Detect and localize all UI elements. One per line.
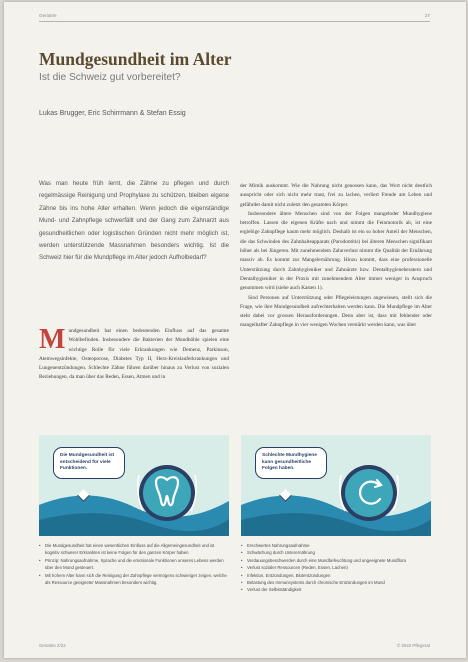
body-paragraph: der Mimik auskommt. Wie die Nahrung nicht genossen kann, das Wort nicht deutlich ausspricht oder sich nicht mehr traut, frei zu lachen, verliert Freude am Leben und gefährdet damit nicht zuletzt den gesamten Körper. — [240, 183, 432, 208]
body-paragraph: undgesundheit hat einen bedeutenden Einfluss auf das gesamte Wohlbefinden. Insbesondere die Bakterien der Mundhöhle spielen eine wichtige Rolle für viele Erkrankungen wie Demenz, Parkinson, Atemwegsinfekte, Osteoporose, Diabetes Typ II, Herz-Kreislauferkrankungen und Lungenentzündungen. Schlechte Zähne führen darüber hinaus zu Verlust von sozialen Beziehungen, da man über das Reden, Essen, Atmen und in — [39, 328, 229, 381]
list-item: • Belastung des Immunsystems durch chronische Entzündungen im Mund — [241, 579, 431, 586]
list-item: • Prinzip: Nahrungsaufnahme, Sprache und die emotionale Funktionen unseres Lebens werden über den Mund gesteuert. — [39, 557, 229, 572]
list-item: • Mit hohem Alter kann sich die Reinigung der Zahnpflege vermögens schwieriger zeigen, welche als Ressource geeigneter Massnahmen besonders wichtig. — [39, 572, 229, 587]
speech-bubble: Die Mundgesundheit ist entscheidend für viele Funktionen. — [53, 447, 125, 479]
footer-issue: Geriatrie 2/22 — [39, 643, 66, 648]
body-paragraph: Sind Personen auf Unterstützung oder Pflegeleistungen angewiesen, stellt sich die Frage, wie ihre Mundgesundheit aufrechterhalten werden kann. Die Mundpflege im Alter steht dabei vor grossen Herausforderungen. Denn aber ist, dass mit fehlender oder mangelhafter Zahnpflege in vier wenigen Wochen verstärkt werden kann, was über — [240, 294, 432, 329]
drop-cap: M — [39, 324, 66, 355]
speech-bubble: Schlechte Mundhygiene kann gesundheitliche Folgen haben. — [255, 447, 327, 479]
article-authors: Lukas Brugger, Eric Schirrmann & Stefan Essig — [39, 110, 186, 117]
illustration-tooth — [39, 435, 229, 536]
body-column-right — [240, 182, 432, 331]
body-paragraph: Insbesondere ältere Menschen sind von der Folgen mangelnder Mundhygiene betroffen. Lassen die eigenen Kräfte nach und nimmt die Feinmotorik ab, ist eine ergiebige Zahnpflege kaum mehr möglich. Deshalb ist ein so hoher Anteil der Menschen, die das Schwinden des Zahnhalteapparats (Parodontitis) bei älteren Menschen signifikant höher als bei Jüngeren. Mit zunehmendem Zahnverlust nimmt die Qualität der Ernährung massiv ab. Es kommt zur Mangelernährung. Hinzu kommt, dass eine professionelle Unterstützung durch Zahnhygieniker und Zahnärzte bzw. Dentalhygieneberatern und Dentalhygieniker in der Praxis mit zunehmendem Alter immer weniger in Anspruch genommen wird (siehe auch Kasten 1). — [240, 210, 432, 292]
section-label: Geriatrie — [39, 13, 57, 18]
list-item: • Erschwertes Nahrungsaufnahme — [241, 542, 431, 549]
list-item: • Die Mundgesundheit hat einen wesentlichen Einfluss auf die Allgemeingesundheit und ist kognitiv schwerer Erkrankten ist keine Folgen für den ganzen Körper haben — [39, 542, 229, 557]
article-title: Mundgesundheit im Alter — [39, 49, 232, 69]
key-facts-list — [39, 542, 229, 586]
list-item: • Infektion, Entzündungen, Blutentzündungen — [241, 572, 431, 579]
page-number: 27 — [424, 13, 430, 18]
header-rule — [39, 21, 430, 22]
list-item: • Verdauungsbeschwerden durch eine Mundbefeuchtung und ungeeignete Mundflora — [241, 557, 431, 564]
list-item: • Verlust sozialer Ressourcen (Reden, Essen, Lachen) — [241, 564, 431, 571]
consequences-list — [241, 542, 431, 594]
body-column-left — [39, 324, 229, 383]
illustration-bacteria — [241, 435, 431, 536]
magazine-page — [4, 2, 466, 658]
footer-publisher: © 2022 Pflegerat — [396, 643, 430, 648]
list-item: • Verlust der Selbstständigkeit — [241, 586, 431, 593]
article-subtitle: Ist die Schweiz gut vorbereitet? — [39, 72, 181, 83]
list-item: • Schwächung durch Unterernährung — [241, 549, 431, 556]
lead-paragraph: Was man heute früh lernt, die Zähne zu pflegen und durch regelmässige Reinigung und Prophylaxe zu schützen, bleiben eigene Zähne bis ins hohe Alter erhalten. Wenn jedoch die eigenständige Mund- und Zahnpflege schwerfällt und der Gang zum Zahnarzt aus gesundheitlichen oder logistischen Gründen nicht mehr möglich ist, werden unterstützende Massnahmen besonders wichtig. Ist die Schweiz hier für die Mundpflege im Alter jedoch Aufholbedarf? — [39, 180, 229, 262]
